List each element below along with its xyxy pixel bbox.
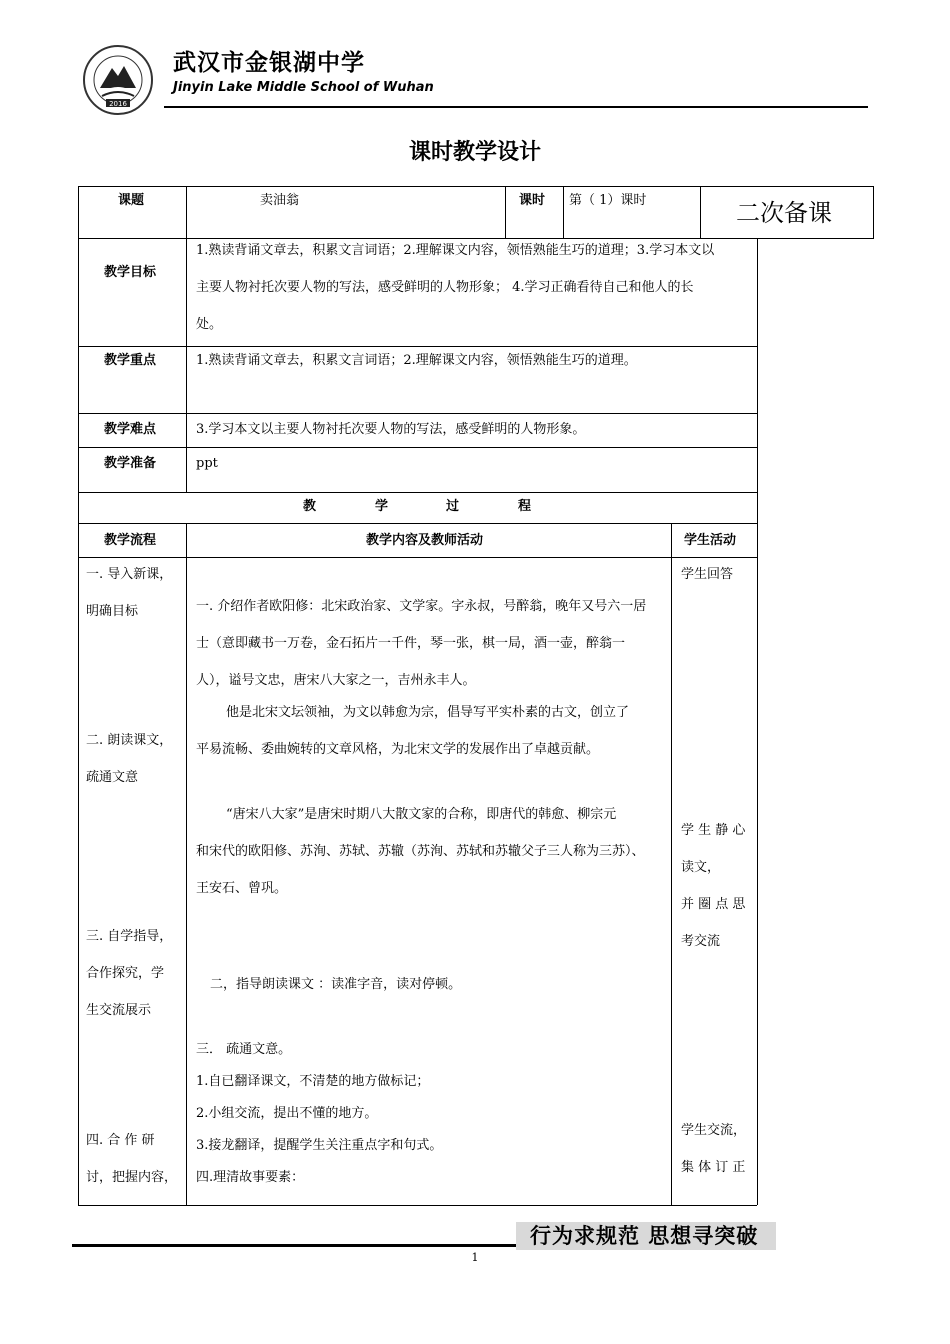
goals-label: 教学目标 [104,265,157,280]
flow-step-3 [86,918,182,1029]
content-line: 1.自已翻译课文，不清楚的地方做标记； [196,1074,430,1089]
goals-line: 主要人物衬托次要人物的写法，感受鲜明的人物形象； 4.学习正确看待自己和他人的长 [196,280,694,295]
content-line: 王安石、曾巩。 [196,881,288,896]
content-line: 和宋代的欧阳修、苏洵、苏轼、苏辙（苏洵、苏轼和苏辙父子三人称为三苏）、 [196,844,645,859]
flow-line: 一. 导入新课， [86,567,173,582]
header-divider [164,106,868,108]
topic-label: 课题 [118,193,145,208]
student-line: 读文， [681,860,721,875]
content-line: 一. 介绍作者欧阳修：北宋政治家、文学家。字永叔，号醉翁，晚年又号六一居 [196,599,647,614]
content-line: 士（意即藏书一万卷，金石拓片一千件，琴一张，棋一局，酒一壶，醉翁一 [196,636,626,651]
student-activity-2 [681,812,753,960]
flow-line: 明确目标 [86,604,139,619]
period-label: 课时 [519,193,546,208]
school-name-en: Jinyin Lake Middle School of Wuhan [173,80,434,95]
footer-motto: 行为求规范 思想寻突破 [516,1222,776,1250]
flow-step-1 [86,556,182,630]
footer-rule [72,1244,518,1247]
column-student-header: 学生活动 [684,533,737,548]
student-line: 并 圈 点 思 [681,897,746,912]
preparation-label: 教学准备 [104,456,157,471]
document-title: 课时教学设计 [408,140,541,165]
difficulty-text: 3.学习本文以主要人物衬托次要人物的写法，感受鲜明的人物形象。 [196,422,586,437]
content-line: 2.小组交流，提出不懂的地方。 [196,1106,378,1121]
flow-line: 讨，把握内容， [86,1170,178,1185]
second-prep-heading: 二次备课 [736,199,832,227]
process-header-char: 教 [303,499,317,514]
process-header-char: 程 [518,499,532,514]
content-read-guidance: 二，指导朗读课文 ：读准字音，读对停顿。 [210,977,462,992]
flow-line: 合作探究，学 [86,966,165,981]
content-line: 3.接龙翻译，提醒学生关注重点字和句式。 [196,1138,443,1153]
column-flow-header: 教学流程 [104,533,157,548]
school-logo [82,44,154,116]
key-points-text: 1.熟读背诵文章去，积累文言词语；2.理解课文内容，领悟熟能生巧的道理。 [196,353,637,368]
student-line: 考交流 [681,934,721,949]
content-line: 他是北宋文坛领袖，为文以韩愈为宗，倡导写平实朴素的古文，创立了 [226,705,630,720]
column-content-header: 教学内容及教师活动 [366,533,484,548]
student-line: 学 生 静 心 [681,823,746,838]
student-activity-1: 学生回答 [681,567,734,582]
flow-line: 疏通文意 [86,770,139,785]
process-header-char: 过 [446,499,460,514]
preparation-text: ppt [196,456,218,471]
content-line: “唐宋八大家”是唐宋时期八大散文家的合称，即唐代的韩愈、柳宗元 [226,807,617,822]
page-header [78,40,868,112]
flow-line: 二. 朗读课文， [86,733,173,748]
flow-line: 生交流展示 [86,1003,152,1018]
period-value: 第（ 1）课时 [569,193,647,208]
key-points-label: 教学重点 [104,353,157,368]
goals-line: 1.熟读背诵文章去，积累文言词语；2.理解课文内容，领悟熟能生巧的道理；3.学习本文以 [196,243,715,258]
content-line: 人），谥号文忠，唐宋八大家之一，吉州永丰人。 [196,673,476,688]
flow-step-4 [86,1122,182,1196]
content-author-leader [196,694,668,768]
content-translate [196,1034,668,1194]
student-line: 学生交流， [681,1123,747,1138]
process-header-char: 学 [375,499,389,514]
school-name-cn: 武汉市金银湖中学 [173,50,365,76]
content-line: 三． 疏通文意。 [196,1042,292,1057]
content-author-intro [196,588,668,699]
flow-line: 四. 合 作 研 [86,1133,155,1148]
goals-text [196,232,756,343]
flow-step-2 [86,722,182,796]
goals-line: 处。 [196,317,223,332]
difficulty-label: 教学难点 [104,422,157,437]
logo-year: 2016 [109,100,127,108]
flow-line: 三. 自学指导， [86,929,173,944]
student-activity-3 [681,1112,753,1186]
content-line: 平易流畅、委曲婉转的文章风格，为北宋文学的发展作出了卓越贡献。 [196,742,600,757]
page-number: 1 [471,1251,479,1264]
content-line: 四.理清故事要素： [196,1170,305,1185]
content-eight-masters [196,796,668,907]
student-line: 集 体 订 正 [681,1160,746,1175]
topic-value: 卖油翁 [260,193,300,208]
